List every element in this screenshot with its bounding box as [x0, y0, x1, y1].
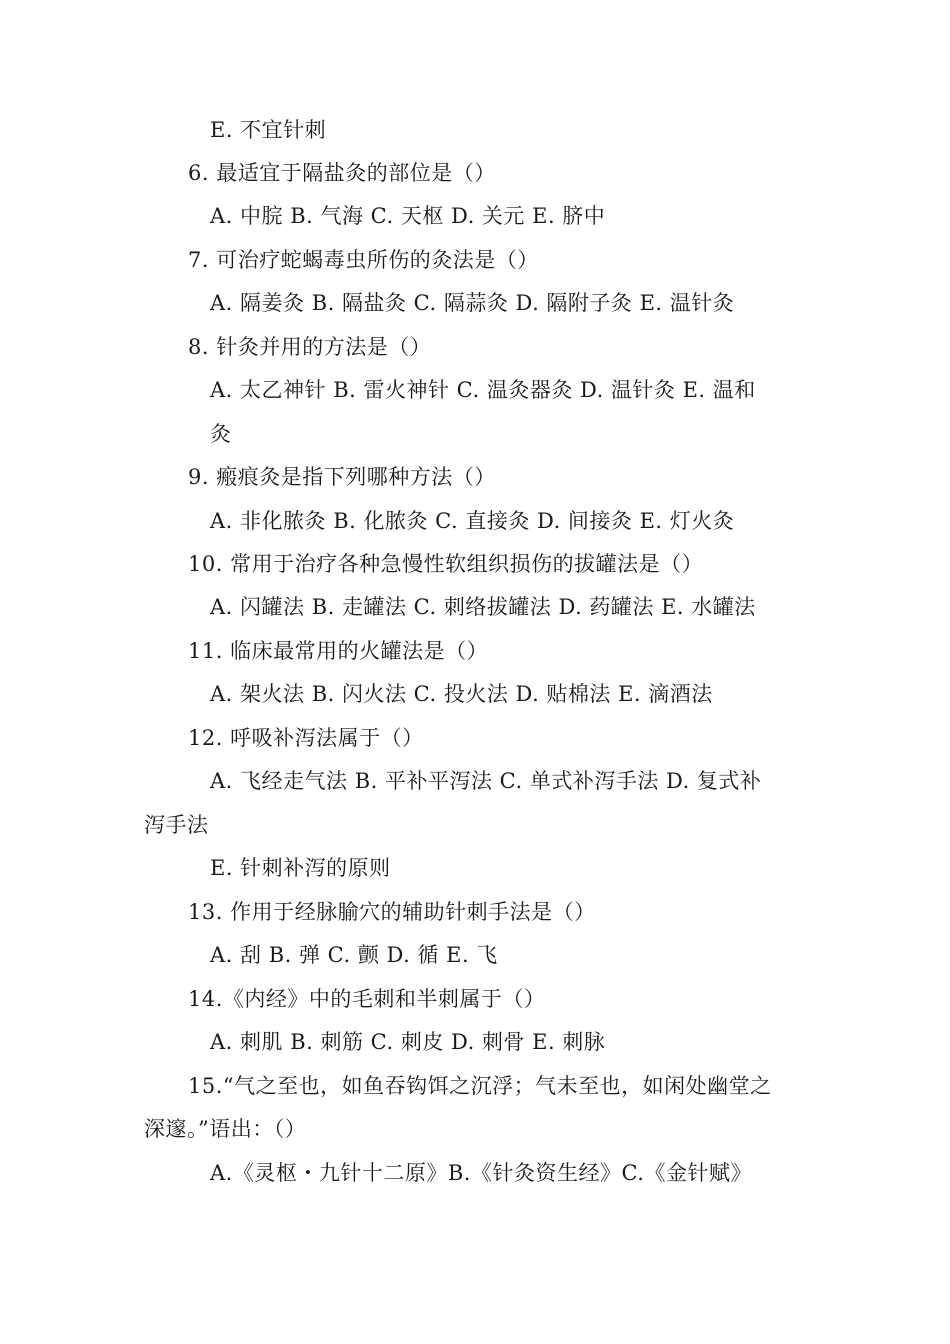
options-13: A. 刮 B. 弹 C. 颤 D. 循 E. 飞 [210, 943, 498, 967]
options-14: A. 刺肌 B. 刺筋 C. 刺皮 D. 刺骨 E. 刺脉 [210, 1030, 606, 1054]
options-12: A. 飞经走气法 B. 平补平泻法 C. 单式补泻手法 D. 复式补 [210, 769, 762, 793]
option-line-5e: E. 不宜针刺 [210, 118, 327, 142]
question-15-cont: 深邃。”语出：（） [144, 1117, 307, 1141]
question-12: 12. 呼吸补泻法属于（） [188, 726, 424, 750]
question-10: 10. 常用于治疗各种急慢性软组织损伤的拔罐法是（） [188, 552, 704, 576]
options-15: A.《灵枢・九针十二原》B.《针灸资生经》C.《金针赋》 [210, 1161, 752, 1185]
question-7: 7. 可治疗蛇蝎毒虫所伤的灸法是（） [188, 248, 539, 272]
options-12-e: E. 针刺补泻的原则 [210, 856, 391, 880]
options-8-cont: 灸 [210, 422, 232, 446]
question-9: 9. 瘢痕灸是指下列哪种方法（） [188, 465, 496, 489]
options-6: A. 中脘 B. 气海 C. 天枢 D. 关元 E. 脐中 [210, 204, 606, 228]
question-11: 11. 临床最常用的火罐法是（） [188, 639, 489, 663]
options-9: A. 非化脓灸 B. 化脓灸 C. 直接灸 D. 间接灸 E. 灯火灸 [210, 509, 735, 533]
question-14: 14.《内经》中的毛刺和半刺属于（） [188, 987, 546, 1011]
question-15: 15.“气之至也，如鱼吞钩饵之沉浮；气未至也，如闲处幽堂之 [188, 1074, 772, 1098]
question-8: 8. 针灸并用的方法是（） [188, 335, 432, 359]
options-7: A. 隔姜灸 B. 隔盐灸 C. 隔蒜灸 D. 隔附子灸 E. 温针灸 [210, 291, 735, 315]
question-6: 6. 最适宜于隔盐灸的部位是（） [188, 161, 496, 185]
options-10: A. 闪罐法 B. 走罐法 C. 刺络拔罐法 D. 药罐法 E. 水罐法 [210, 595, 756, 619]
options-11: A. 架火法 B. 闪火法 C. 投火法 D. 贴棉法 E. 滴酒法 [210, 682, 713, 706]
options-8: A. 太乙神针 B. 雷火神针 C. 温灸器灸 D. 温针灸 E. 温和 [210, 378, 756, 402]
question-13: 13. 作用于经脉腧穴的辅助针刺手法是（） [188, 900, 596, 924]
options-12-cont: 泻手法 [144, 813, 209, 837]
